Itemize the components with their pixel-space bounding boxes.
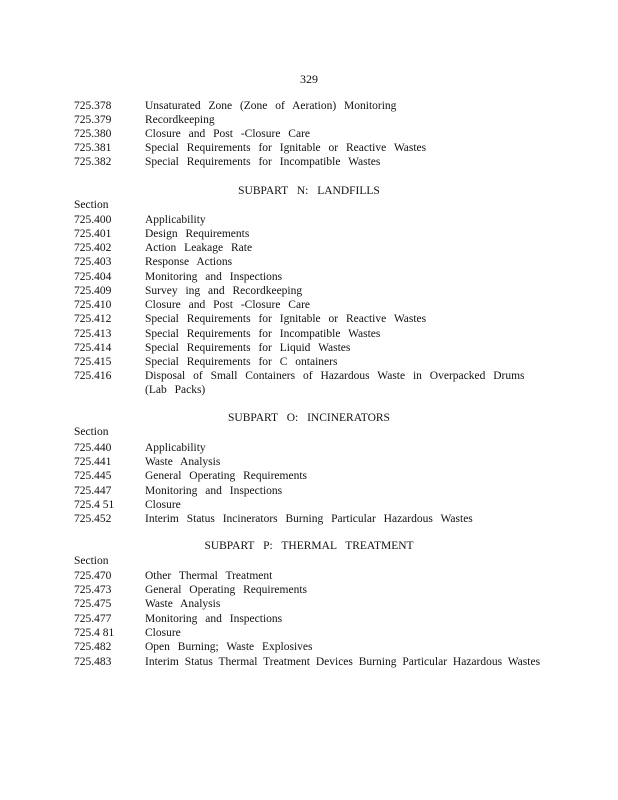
section-number: 725.4 51 — [74, 499, 115, 511]
section-title: Design Requirements — [145, 228, 250, 240]
section-title: Closure — [145, 499, 181, 511]
section-number: 725.402 — [74, 242, 112, 254]
section-title: Applicability — [145, 442, 206, 454]
section-number: 725.403 — [74, 256, 112, 268]
section-number: 725.404 — [74, 271, 112, 283]
section-title: Special Requirements for C ontainers — [145, 356, 338, 368]
section-title: Disposal of Small Containers of Hazardous Waste in Overpacked Drums (Lab Packs) — [145, 370, 525, 396]
section-number: 725.475 — [74, 598, 112, 610]
section-title: Response Actions — [145, 256, 233, 268]
section-title: Applicability — [145, 214, 206, 226]
subpart-o-heading: SUBPART O: INCINERATORS — [228, 412, 390, 424]
section-number: 725.4 81 — [74, 627, 115, 639]
section-title: Special Requirements for Ignitable or Reactive Wastes — [145, 313, 427, 325]
page-number: 329 — [300, 72, 318, 86]
section-title: Monitoring and Inspections — [145, 271, 283, 283]
section-number: 725.409 — [74, 285, 112, 297]
section-title: Survey ing and Recordkeeping — [145, 285, 303, 297]
section-title: Special Requirements for Ignitable or Reactive Wastes — [145, 142, 427, 154]
section-number: 725.452 — [74, 513, 112, 525]
section-number: 725.440 — [74, 442, 112, 454]
section-title: Closure and Post -Closure Care — [145, 299, 311, 311]
section-title: General Operating Requirements — [145, 470, 307, 482]
section-column-label: Section — [74, 199, 109, 211]
section-title: Waste Analysis — [145, 456, 221, 468]
section-number: 725.470 — [74, 570, 112, 582]
section-number: 725.482 — [74, 641, 112, 653]
section-title: Special Requirements for Liquid Wastes — [145, 342, 351, 354]
section-number: 725.378 — [74, 100, 112, 112]
section-number: 725.447 — [74, 485, 112, 497]
section-number: 725.412 — [74, 313, 112, 325]
section-number: 725.401 — [74, 228, 112, 240]
section-number: 725.483 — [74, 656, 112, 668]
section-title: Special Requirements for Incompatible Wastes — [145, 156, 381, 168]
section-title: Open Burning; Waste Explosives — [145, 641, 313, 653]
section-number: 725.415 — [74, 356, 112, 368]
section-title: Interim Status Thermal Treatment Devices Burning Particular Hazardous Wastes — [145, 656, 541, 668]
section-title: Waste Analysis — [145, 598, 221, 610]
section-title: Other Thermal Treatment — [145, 570, 273, 582]
subpart-n-heading: SUBPART N: LANDFILLS — [238, 185, 380, 197]
section-title: Special Requirements for Incompatible Wastes — [145, 328, 381, 340]
section-column-label: Section — [74, 426, 109, 438]
section-title: Unsaturated Zone (Zone of Aeration) Monitoring — [145, 100, 397, 112]
section-number: 725.381 — [74, 142, 112, 154]
section-number: 725.477 — [74, 613, 112, 625]
section-title: Monitoring and Inspections — [145, 613, 283, 625]
section-title: Closure — [145, 627, 181, 639]
section-title: Interim Status Incinerators Burning Particular Hazardous Wastes — [145, 513, 473, 525]
section-number: 725.380 — [74, 128, 112, 140]
section-column-label: Section — [74, 555, 109, 567]
section-number: 725.414 — [74, 342, 112, 354]
section-number: 725.413 — [74, 328, 112, 340]
section-number: 725.382 — [74, 156, 112, 168]
section-number: 725.400 — [74, 214, 112, 226]
subpart-p-heading: SUBPART P: THERMAL TREATMENT — [204, 540, 414, 552]
section-number: 725.410 — [74, 299, 112, 311]
section-title: General Operating Requirements — [145, 584, 307, 596]
section-number: 725.379 — [74, 114, 112, 126]
section-title: Monitoring and Inspections — [145, 485, 283, 497]
section-title: Closure and Post -Closure Care — [145, 128, 311, 140]
section-title: Action Leakage Rate — [145, 242, 253, 254]
section-title: Recordkeeping — [145, 114, 215, 126]
section-number: 725.416 — [74, 370, 112, 382]
section-number: 725.445 — [74, 470, 112, 482]
section-number: 725.473 — [74, 584, 112, 596]
section-number: 725.441 — [74, 456, 112, 468]
